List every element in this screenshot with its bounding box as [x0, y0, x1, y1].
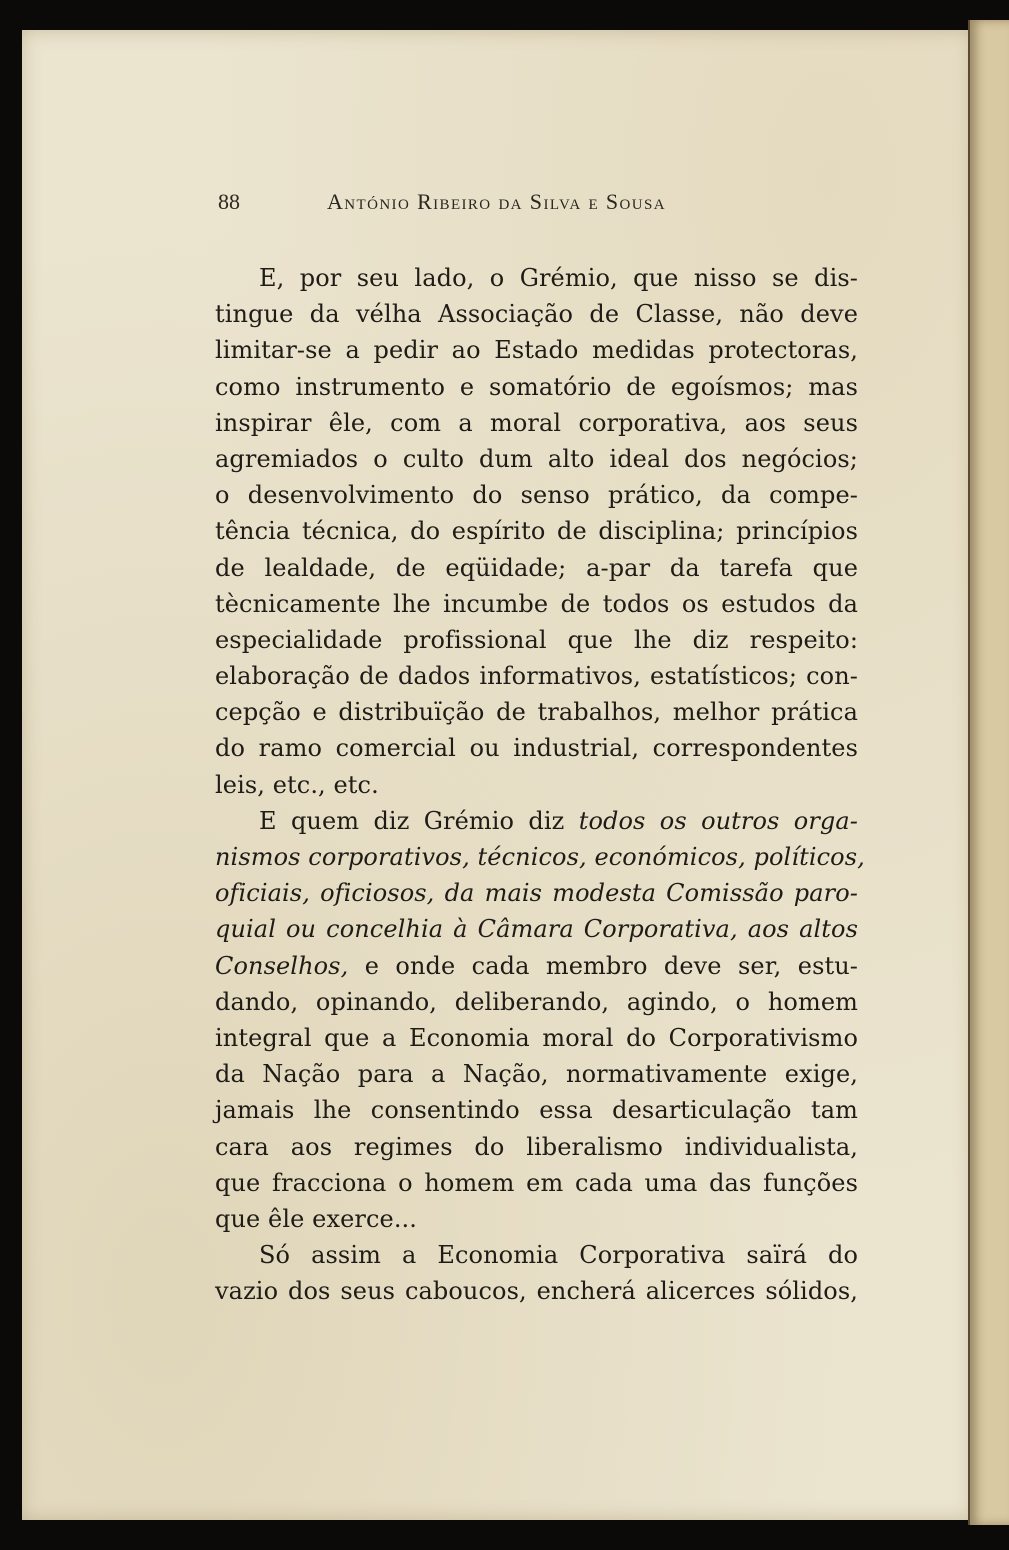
text-line: agremiados o culto dum alto ideal dos negócios;	[215, 444, 858, 473]
text-line: tingue da vélha Associação de Classe, não deve	[215, 300, 858, 329]
italic-run: Conselhos,	[215, 951, 349, 980]
text-line: cara aos regimes do liberalismo individualista,	[215, 1132, 858, 1161]
text-line: limitar-se a pedir ao Estado medidas protectoras,	[215, 336, 858, 365]
italic-run: todos os outros orga-	[578, 806, 858, 835]
text-line: quial ou concelhia à Câmara Corporativa, aos altos	[215, 915, 858, 944]
text-line-mixed	[215, 803, 858, 839]
text-line: inspirar êle, com a moral corporativa, aos seus	[215, 408, 858, 437]
text-line: elaboração de dados informativos, estatísticos; con-	[215, 662, 858, 691]
text-line: tècnicamente lhe incumbe de todos os estudos da	[215, 589, 858, 618]
text-line: o desenvolvimento do senso prático, da compe-	[215, 481, 858, 510]
text-line: dando, opinando, deliberando, agindo, o homem	[215, 987, 858, 1016]
page-header	[22, 185, 972, 219]
text-line: que fracciona o homem em cada uma das funções	[215, 1168, 858, 1197]
text-line: leis, etc., etc.	[215, 770, 379, 799]
page-number: 88	[218, 189, 240, 214]
text-line: especialidade profissional que lhe diz respeito:	[215, 625, 858, 654]
text-line: de lealdade, de eqüidade; a-par da tarefa que	[215, 553, 858, 582]
text-line: Só assim a Economia Corporativa saïrá do	[259, 1241, 858, 1270]
text-line: do ramo comercial ou industrial, correspondentes	[215, 734, 858, 763]
text-run: e onde cada membro deve ser, estu-	[348, 951, 858, 980]
adjacent-page-edge	[968, 20, 1009, 1525]
text-line: E, por seu lado, o Grémio, que nisso se dis-	[259, 264, 858, 292]
text-line: vazio dos seus caboucos, encherá alicerces sólidos,	[215, 1277, 858, 1306]
text-line: oficiais, oficiosos, da mais modesta Comissão paro-	[215, 879, 858, 908]
text-line: tência técnica, do espírito de disciplina; princípios	[215, 517, 858, 546]
text-run: E quem diz Grémio diz	[259, 806, 579, 835]
text-line: que êle exerce...	[215, 1204, 418, 1233]
body-text	[215, 260, 865, 1309]
text-line: jamais lhe consentindo essa desarticulação tam	[215, 1096, 858, 1125]
text-line-mixed	[215, 948, 858, 984]
running-head: António Ribeiro da Silva e Sousa	[327, 189, 666, 214]
text-line: nismos corporativos, técnicos, económicos, políticos,	[215, 843, 865, 871]
text-line: da Nação para a Nação, normativamente exige,	[215, 1060, 858, 1089]
text-line: como instrumento e somatório de egoísmos; mas	[215, 372, 858, 401]
book-page	[22, 30, 972, 1520]
text-line: integral que a Economia moral do Corporativismo	[215, 1023, 858, 1052]
text-line: cepção e distribuïção de trabalhos, melhor prática	[215, 698, 858, 727]
